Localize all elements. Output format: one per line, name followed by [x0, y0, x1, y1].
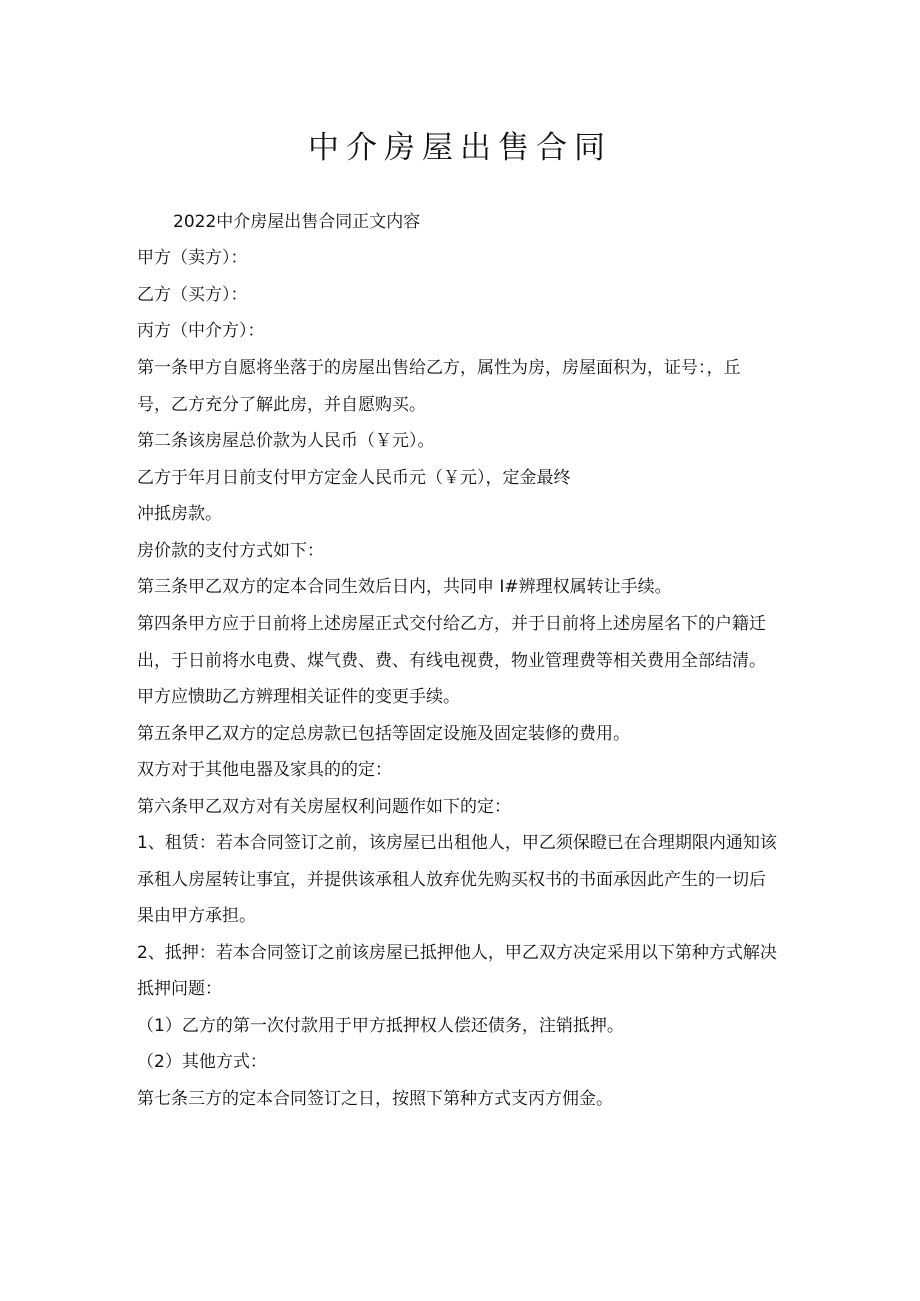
appliances-line: 双方对于其他电器及家具的的定：	[137, 760, 392, 780]
article-2-line-1: 第二条该房屋总价款为人民币（￥元）。	[137, 431, 435, 451]
document-title: 中介房屋出售合同	[308, 130, 612, 166]
party-b-line: 乙方（买方）：	[137, 285, 248, 305]
payment-method-line: 房价款的支付方式如下：	[137, 541, 324, 561]
party-c-line: 丙方（中介方）：	[137, 321, 265, 341]
article-4-line-1: 第四条甲方应于日前将上述房屋正式交付给乙方，并于日前将上述房屋名下的户籍迁	[137, 614, 766, 634]
lease-clause-line-1: 1、租赁：若本合同签订之前，该房屋已出租他人，甲乙须保瞪已在合理期限内通知该	[137, 833, 777, 853]
article-1-line-1: 第一条甲方自愿将坐落于的房屋出售给乙方，属性为房，房屋面积为，证号：，丘	[137, 358, 741, 378]
mortgage-option-2-line: （2）其他方式：	[137, 1052, 267, 1072]
lease-clause-line-2: 承租人房屋转让事宜，并提供该承租人放弃优先购买权书的书面承因此产生的一切后	[137, 870, 766, 890]
article-2-line-2: 乙方于年月日前支付甲方定金人民币元（￥元），定金最终	[137, 468, 571, 488]
article-4-line-2: 出，于日前将水电费、煤气费、费、有线电视费，物业管理费等相关费用全部结清。	[137, 651, 766, 671]
document-subtitle: 2022中介房屋出售合同正文内容	[173, 212, 421, 232]
article-3-line: 第三条甲乙双方的定本合同生效后日内，共同申 I#辨理权属转让手续。	[137, 577, 672, 597]
article-2-line-3: 冲抵房款。	[137, 504, 222, 524]
party-a-line: 甲方（卖方）：	[137, 248, 248, 268]
article-6-line: 第六条甲乙双方对有关房屋权利问题作如下的定：	[137, 797, 511, 817]
article-5-line: 第五条甲乙双方的定总房款已包括等固定设施及固定装修的费用。	[137, 724, 630, 744]
article-4-line-3: 甲方应愦助乙方辨理相关证件的变更手续。	[137, 687, 460, 707]
mortgage-clause-line-1: 2、抵押：若本合同签订之前该房屋已抵押他人，甲乙双方决定采用以下第种方式解决	[137, 943, 777, 963]
lease-clause-line-3: 果由甲方承担。	[137, 906, 256, 926]
mortgage-clause-line-2: 抵押问题：	[137, 979, 222, 999]
article-7-line: 第七条三方的定本合同签订之日，按照下第种方式支丙方佣金。	[137, 1089, 613, 1109]
article-1-line-2: 号，乙方充分了解此房，并自愿购买。	[137, 395, 426, 415]
mortgage-option-1-line: （1）乙方的第一次付款用于甲方抵押权人偿还债务，注销抵押。	[137, 1016, 624, 1036]
